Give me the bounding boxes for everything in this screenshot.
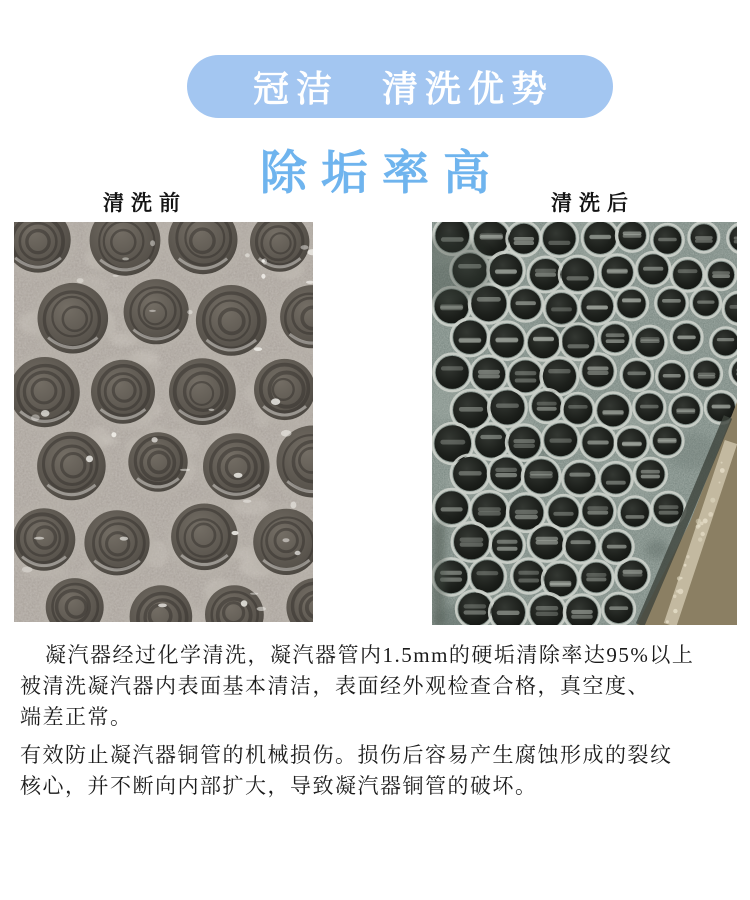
before-cleaning-photo [14, 222, 313, 622]
title-banner [187, 55, 613, 118]
paragraph-damage-prevention [20, 740, 734, 802]
after-cleaning-photo [432, 222, 737, 625]
description-text [20, 640, 734, 802]
fouled-tube-sheet-image [14, 222, 313, 622]
text-line: 有效防止凝汽器铜管的机械损伤。损伤后容易产生腐蚀形成的裂纹 [20, 743, 673, 767]
after-photo-label: 清洗后 [551, 191, 635, 215]
text-line: 凝汽器经过化学清洗，凝汽器管内1.5mm的硬垢清除率达95%以上 [45, 643, 695, 667]
text-line: 被清洗凝汽器内表面基本清洁，表面经外观检查合格，真空度、 [20, 674, 650, 698]
text-line: 核心，并不断向内部扩大，导致凝汽器铜管的破坏。 [20, 774, 538, 798]
headline: 除垢率高 [260, 146, 504, 201]
before-photo-label: 清洗前 [103, 191, 187, 215]
paragraph-descaling-result [20, 640, 734, 733]
banner-title: 冠洁 清洗优势 [252, 69, 554, 110]
text-line: 端差正常。 [20, 705, 133, 729]
cleaned-tube-sheet-image [432, 222, 737, 625]
